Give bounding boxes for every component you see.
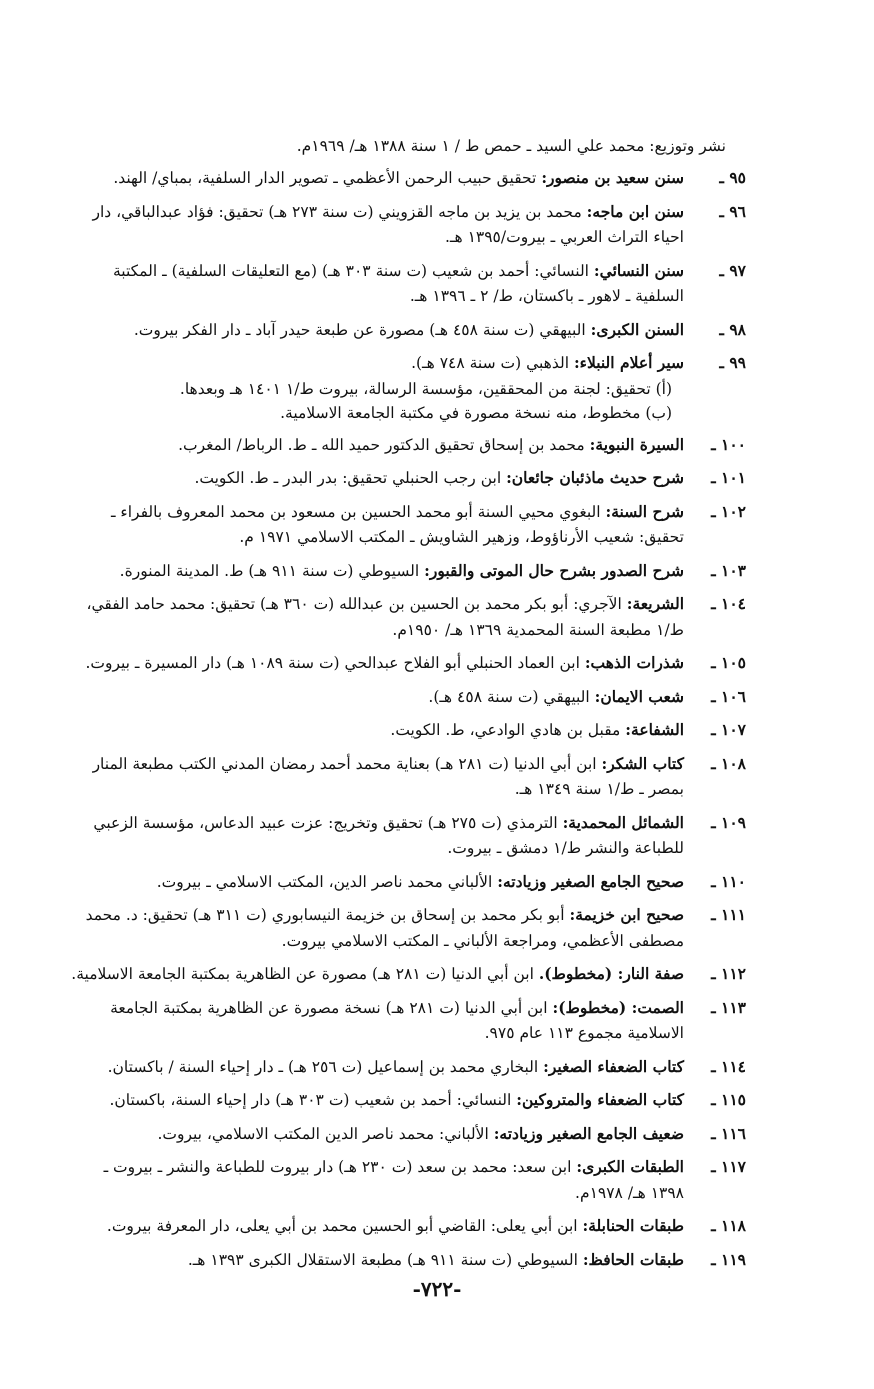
entry-title: السيرة النبوية: [589,434,684,454]
bibliography-entry [70,1054,746,1081]
entry-subitem: (أ) تحقيق: لجنة من المحققين، مؤسسة الرسالة، بيروت ط/١ ١٤٠١ هـ وبعدها. [179,379,672,398]
entry-body [70,465,684,492]
entry-text: محمد بن إسحاق تحقيق الدكتور حميد الله ـ ط. الرباط/ المغرب. [178,435,590,454]
bibliography-entry [70,810,746,862]
entry-body [70,1054,684,1081]
entry-body [70,350,684,377]
entry-number: ١٠٨ ـ [711,753,746,773]
entry-body [70,961,684,988]
entry-title: سنن سعيد بن منصور: [541,168,684,187]
entry-text: البخاري محمد بن إسماعيل (ت ٢٥٦ هـ) ـ دار إحياء السنة / باكستان. [107,1057,544,1076]
entry-body [70,199,684,251]
bibliography-entry [70,591,746,643]
entry-title: الطبقات الكبرى: [576,1157,684,1176]
entry-number: ١١٢ ـ [711,964,746,983]
entry-title: الصمت: (مخطوط): [552,997,684,1017]
entry-body [70,1121,684,1148]
bibliography-entry [70,1247,746,1274]
entry-body [70,558,684,585]
entry-number: ١٠٤ ـ [711,594,746,613]
bibliography-entry [70,558,746,585]
entry-title: كتاب الضعفاء الصغير: [543,1056,684,1076]
entry-title: صحيح ابن خزيمة: [569,905,684,924]
entry-number: ١١٤ ـ [711,1056,746,1076]
entry-text: ابن سعد: محمد بن سعد (ت ٢٣٠ هـ) دار بيروت للطباعة والنشر ـ بيروت ـ ١٣٩٨ هـ/ ١٩٧٨م. [103,1158,684,1202]
entry-text: السيوطي (ت سنة ٩١١ هـ) مطبعة الاستقلال الكبرى ١٣٩٣ هـ. [187,1250,583,1269]
bibliography-entry [70,650,746,677]
entry-title: صحيح الجامع الصغير وزيادته: [497,871,684,891]
entry-body [70,810,684,862]
entry-title: طبقات الحافظ: [582,1249,684,1269]
entry-number: ٩٩ ـ [719,353,746,372]
bibliography-entry [70,995,746,1047]
entry-text: ابن أبي الدنيا (ت ٢٨١ هـ) بعناية محمد أحمد رمضان المدني الكتب مطبعة المنار بمصر ـ ط/١ سنة ١٣٤٩ هـ. [92,754,684,798]
bibliography-entry [70,751,746,803]
entry-body [70,499,684,551]
entry-number: ١١٠ ـ [711,871,746,891]
bibliography-entry [70,902,746,954]
entry-text: الألباني: محمد ناصر الدين المكتب الاسلامي، بيروت. [157,1124,494,1143]
entry-body [70,1213,684,1240]
entry-body [70,1154,684,1206]
entry-body [70,650,684,677]
entry-text: البيهقي (ت سنة ٤٥٨ هـ) مصورة عن طبعة حيدر آباد ـ دار الفكر بيروت. [133,320,591,339]
entry-title: سنن النسائي: [593,260,684,280]
entry-title: الشفاعة: [625,720,684,739]
entry-number: ١١٦ ـ [711,1123,746,1143]
entry-title: شرح السنة: [605,501,684,521]
entry-title: الشريعة: [626,594,684,613]
entry-text: ابن رجب الحنبلي تحقيق: بدر البدر ـ ط. الكويت. [194,469,507,487]
bibliography-entry [70,199,746,251]
entry-title: كتاب الضعفاء والمتروكين: [516,1090,684,1109]
entry-text: ابن أبي الدنيا (ت ٢٨١ هـ) نسخة مصورة عن الظاهرية بمكتبة الجامعة الاسلامية مجموع ١١٣ عام ٩٧٥. [110,998,684,1042]
entry-body [70,751,684,803]
entry-title: طبقات الحنابلة: [582,1216,684,1235]
entry-title: سنن ابن ماجه: [586,201,684,221]
bibliography-entry [70,499,746,551]
bibliography-entry [70,684,746,711]
entry-title: السنن الكبرى: [590,319,684,339]
bibliography-entry [70,258,746,310]
bibliography-entry [70,869,746,896]
entry-text: ابن أبي الدنيا (ت ٢٨١ هـ) مصورة عن الظاهرية بمكتبة الجامعة الاسلامية. [71,965,539,983]
bibliography-entry [70,465,746,492]
entries-container [70,165,746,1273]
entry-number: ١٠٩ ـ [711,812,746,832]
entry-text: النسائي: أحمد بن شعيب (ت ٣٠٣ هـ) دار إحياء السنة، باكستان. [109,1091,517,1109]
entry-body [70,165,684,192]
bibliography-entry [70,1087,746,1114]
entry-number: ١٠٣ ـ [711,560,746,580]
entry-body [70,591,684,643]
bibliography-entry [70,717,746,744]
entry-number: ١١٧ ـ [711,1157,746,1176]
entry-text: تحقيق حبيب الرحمن الأعظمي ـ تصوير الدار السلفية، بمباي/ الهند. [113,169,542,187]
entry-body [70,432,684,459]
entry-title: شعب الايمان: [594,686,684,706]
entry-body [70,869,684,896]
entry-number: ١١٥ ـ [711,1090,746,1109]
entry-text: الألباني محمد ناصر الدين، المكتب الاسلامي ـ بيروت. [156,872,498,891]
bibliography-entry [70,165,746,192]
bibliography-entry [70,317,746,344]
entry-body [70,717,684,744]
entry-text: الآجري: أبو بكر محمد بن الحسين بن عبدالله (ت ٣٦٠ هـ) تحقيق: محمد حامد الفقي، ط/١ مطبعة السنة المحمدية ١٣٦٩ هـ/ ١٩٥٠م. [86,595,684,639]
bibliography-entry [70,350,746,425]
entry-body [70,902,684,954]
entry-title: صفة النار: (مخطوط). [538,964,684,983]
entry-text: مقبل بن هادي الوادعي، ط. الكويت. [390,721,626,739]
entry-body [70,1247,684,1274]
bibliography-list [70,134,746,1273]
entry-title: كتاب الشكر: [601,753,684,773]
entry-body [70,995,684,1047]
bibliography-entry [70,1121,746,1148]
entry-number: ١٠٢ ـ [711,501,746,521]
bibliography-entry [70,432,746,459]
entry-text: محمد بن يزيد بن ماجه القزويني (ت سنة ٢٧٣ هـ) تحقيق: فؤاد عبدالباقي، دار احياء التراث العربي ـ بيروت/١٣٩٥ هـ. [92,202,684,246]
entry-number: ٩٧ ـ [719,260,746,280]
entry-number: ١١٩ ـ [711,1249,746,1269]
entry-body [70,1087,684,1114]
entry-number: ٩٥ ـ [719,168,746,187]
entry-text: السيوطي (ت سنة ٩١١ هـ) ط. المدينة المنورة. [119,561,425,580]
entry-text: ابن العماد الحنبلي أبو الفلاح عبدالحي (ت سنة ١٠٨٩ هـ) دار المسيرة ـ بيروت. [85,654,585,672]
entry-text: ابن أبي يعلى: القاضي أبو الحسين محمد بن أبي يعلى، دار المعرفة بيروت. [106,1217,583,1235]
entry-number: ١٠٠ ـ [711,434,746,454]
entry-title: شذرات الذهب: [584,653,684,672]
entry-text: أبو بكر محمد بن إسحاق بن خزيمة النيسابوري (ت ٣١١ هـ) تحقيق: د. محمد مصطفى الأعظمي، ومراجعة الألباني ـ المكتب الاسلامي بيروت. [85,906,684,950]
entry-title: شرح الصدور بشرح حال الموتى والقبور: [424,560,684,580]
bibliography-entry [70,1213,746,1240]
bibliography-entry [70,961,746,988]
entry-title: الشمائل المحمدية: [562,812,684,832]
entry-number: ١٠١ ـ [711,468,746,487]
entry-subitem: (ب) مخطوط، منه نسخة مصورة في مكتبة الجامعة الاسلامية. [280,403,672,422]
bibliography-entry [70,1154,746,1206]
entry-number: ١٠٥ ـ [711,653,746,672]
entry-number: ٩٨ ـ [719,319,746,339]
entry-number: ١١١ ـ [711,905,746,924]
entry-number: ١١٨ ـ [711,1216,746,1235]
entry-text: النسائي: أحمد بن شعيب (ت سنة ٣٠٣ هـ) (مع التعليقات السلفية) ـ المكتبة السلفية ـ لاهور ـ باكستان، ط/ ٢ ـ ١٣٩٦ هـ. [112,261,684,305]
entry-number: ١٠٦ ـ [711,686,746,706]
entry-text: البيهقي (ت سنة ٤٥٨ هـ). [428,687,595,706]
entry-number: ١١٣ ـ [711,997,746,1017]
entry-title: سير أعلام النبلاء: [573,353,684,372]
entry-title: ضعيف الجامع الصغير وزيادته: [493,1123,684,1143]
page-number: -٧٢٢- [412,1277,462,1301]
entry-text: الترمذي (ت ٢٧٥ هـ) تحقيق وتخريج: عزت عبيد الدعاس، مؤسسة الزعبي للطباعة والنشر ط/١ دمشق ـ بيروت. [93,813,684,857]
continuation-line: نشر وتوزيع: محمد علي السيد ـ حمص ط / ١ سنة ١٣٨٨ هـ/ ١٩٦٩م. [296,137,726,155]
entry-text: الذهبي (ت سنة ٧٤٨ هـ). [411,354,574,372]
entry-body [70,684,684,711]
entry-number: ١٠٧ ـ [711,720,746,739]
entry-title: شرح حديث ماذئبان جائعان: [506,468,684,487]
entry-number: ٩٦ ـ [719,201,746,221]
entry-text: البغوي محيي السنة أبو محمد الحسين بن مسعود بن محمد المعروف بالفراء ـ تحقيق: شعيب الأرناؤوط، وزهير الشاويش ـ المكتب الاسلامي ١٩٧١ م. [110,502,684,546]
entry-body [70,317,684,344]
entry-body [70,258,684,310]
